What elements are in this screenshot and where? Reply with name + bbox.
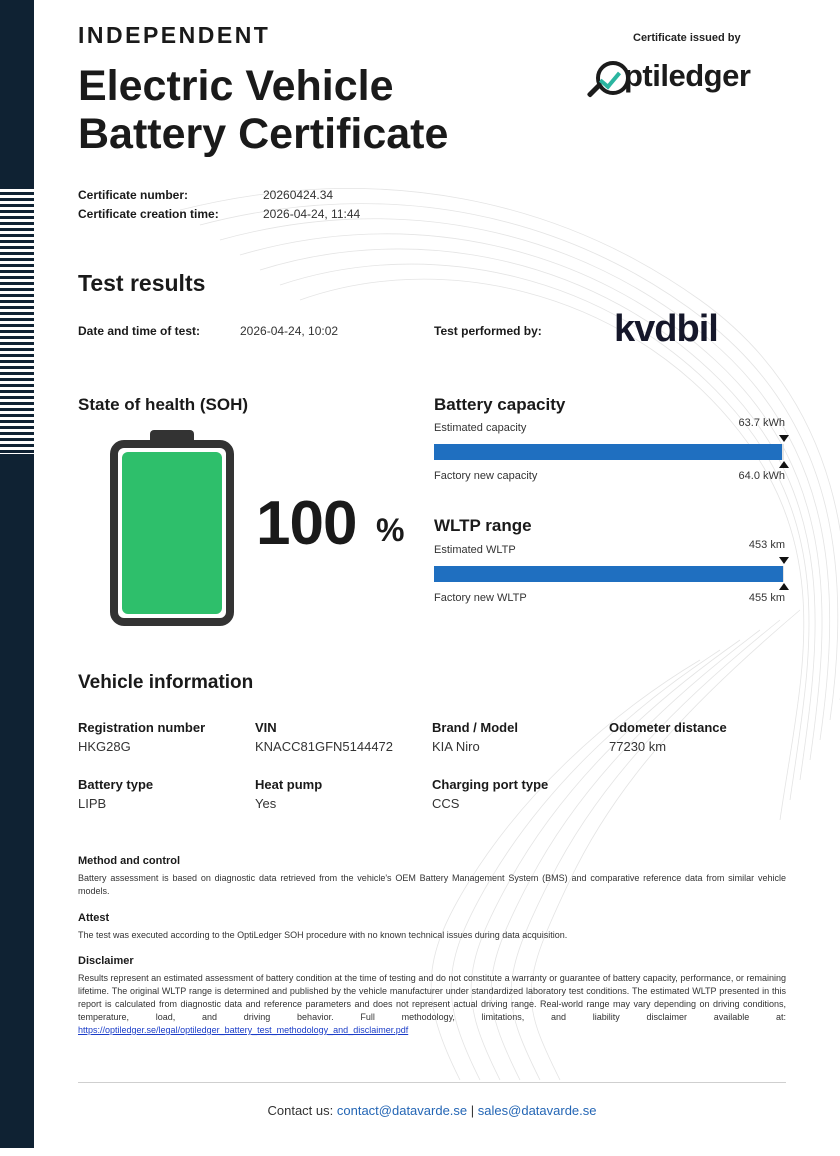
heat-pump-value: Yes <box>255 796 277 811</box>
certificate-creation-label: Certificate creation time: <box>78 207 219 221</box>
factory-wltp-value: 455 km <box>748 592 785 604</box>
vehicle-info-heading: Vehicle information <box>78 672 254 693</box>
estimated-capacity-label: Estimated capacity <box>434 422 527 434</box>
certificate-number-label: Certificate number: <box>78 188 189 202</box>
brand-model-value: KIA Niro <box>432 739 480 754</box>
estimated-capacity-value: 63.7 kWh <box>738 417 785 429</box>
footer-divider <box>78 1082 786 1083</box>
registration-label: Registration number <box>78 720 206 735</box>
magnifier-handle <box>587 83 602 98</box>
registration-value: HKG28G <box>78 739 131 754</box>
disclaimer-heading: Disclaimer <box>78 955 134 967</box>
factory-capacity-value: 64.0 kWh <box>738 470 785 482</box>
contact-email-link[interactable]: contact@datavarde.se <box>336 1103 468 1118</box>
factory-wltp-marker-icon <box>779 583 789 590</box>
page-title <box>78 62 448 158</box>
battery-capacity-heading: Battery capacity <box>434 395 566 414</box>
optiledger-logo <box>586 56 786 104</box>
wltp-bar <box>434 566 784 582</box>
optiledger-logo-text: ptiledger <box>624 58 751 93</box>
attest-heading: Attest <box>78 912 110 924</box>
battery-icon <box>110 440 234 626</box>
side-stripe-bottom <box>0 454 34 1148</box>
soh-value: 100 <box>256 489 357 558</box>
test-datetime-label: Date and time of test: <box>78 324 201 338</box>
battery-capacity-bar <box>434 444 784 460</box>
charging-port-value: CCS <box>432 796 460 811</box>
header-kicker: INDEPENDENT <box>78 22 271 48</box>
kvdbil-logo: kvdbil <box>614 308 718 350</box>
soh-heading: State of health (SOH) <box>78 395 249 414</box>
disclaimer-text: Results represent an estimated assessment of battery condition at the time of testing and do not constitute a warranty or guarantee of battery capacity, performance, or remaining lifetime. The original WLTP range is determined and published by the vehicle manufacturer under standardized laboratory test conditions. The estimated WLTP presented in this report is calculated from diagnostic data and reference parameters and does not represent actual driving range. Real-world range may vary depending on driving conditions, temperature, load, and driving behavior. Full methodology, limitations, and liability disclaimer available at: <box>78 973 786 1022</box>
odometer-label: Odometer distance <box>609 720 727 735</box>
vin-value: KNACC81GFN5144472 <box>255 739 394 754</box>
certificate-number-value: 20260424.34 <box>263 188 334 202</box>
footer-separator: | <box>470 1103 475 1118</box>
battery-fill-level <box>122 452 222 614</box>
method-heading: Method and control <box>78 855 181 867</box>
estimated-capacity-marker-icon <box>779 435 789 442</box>
disclaimer-link[interactable]: https://optiledger.se/legal/optiledger_battery_test_methodology_and_disclaimer.pdf <box>78 1025 409 1035</box>
wltp-heading: WLTP range <box>434 516 532 535</box>
estimated-wltp-label: Estimated WLTP <box>434 544 516 556</box>
battery-capacity-bar-fill <box>434 444 782 460</box>
test-results-heading: Test results <box>78 270 206 296</box>
vin-label: VIN <box>255 720 277 735</box>
charging-port-label: Charging port type <box>432 777 549 792</box>
title-line-2: Battery Certificate <box>78 110 449 158</box>
test-datetime-value: 2026-04-24, 10:02 <box>240 324 339 338</box>
method-text: Battery assessment is based on diagnostic data retrieved from the vehicle's OEM Battery Management System (BMS) and comparative reference data from similar vehicle models. <box>78 873 786 896</box>
sales-email-link[interactable]: sales@datavarde.se <box>477 1103 597 1118</box>
factory-capacity-marker-icon <box>779 461 789 468</box>
attest-text: The test was executed according to the OptiLedger SOH procedure with no known technical issues during data acquisition. <box>78 930 568 940</box>
odometer-value: 77230 km <box>609 739 667 754</box>
side-stripe-top <box>0 0 34 186</box>
footer-contact <box>0 1103 840 1118</box>
heat-pump-label: Heat pump <box>255 777 323 792</box>
disclaimer-paragraph <box>78 972 786 1037</box>
issued-by-label: Certificate issued by <box>633 32 741 44</box>
brand-model-label: Brand / Model <box>432 720 518 735</box>
title-line-1: Electric Vehicle <box>78 62 394 110</box>
battery-type-label: Battery type <box>78 777 154 792</box>
test-performed-by-label: Test performed by: <box>434 324 542 338</box>
factory-capacity-label: Factory new capacity <box>434 470 538 482</box>
certificate-creation-value: 2026-04-24, 11:44 <box>263 207 361 221</box>
factory-wltp-label: Factory new WLTP <box>434 592 527 604</box>
battery-type-value: LIPB <box>78 796 107 811</box>
side-stripe-barcode <box>0 186 34 454</box>
soh-unit: % <box>376 512 405 548</box>
estimated-wltp-value: 453 km <box>748 539 785 551</box>
wltp-bar-fill <box>434 566 783 582</box>
contact-label: Contact us: <box>267 1103 334 1118</box>
estimated-wltp-marker-icon <box>779 557 789 564</box>
